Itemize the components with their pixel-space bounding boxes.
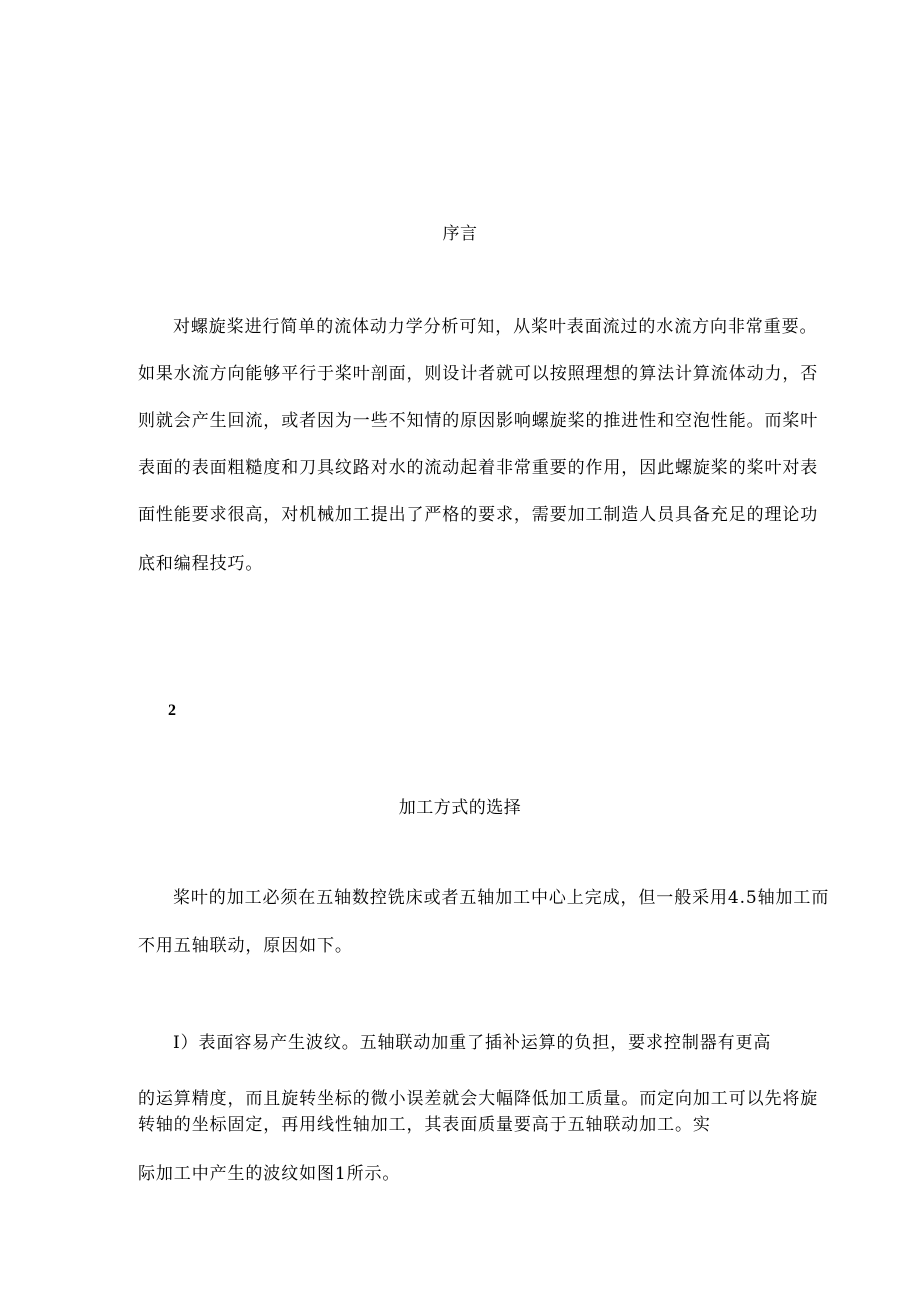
page-number: 2 bbox=[168, 702, 176, 719]
preface-line: 面性能要求很高，对机械加工提出了严格的要求，需要加工制造人员具备充足的理论功 bbox=[138, 505, 819, 525]
list-item-line: I）表面容易产生波纹。五轴联动加重了插补运算的负担，要求控制器有更高 bbox=[173, 1033, 772, 1053]
preface-line: 如果水流方向能够平行于桨叶剖面，则设计者就可以按照理想的算法计算流体动力，否 bbox=[138, 364, 819, 384]
list-item-line: 的运算精度，而且旋转坐标的微小误差就会大幅降低加工质量。而定向加工可以先将旋 bbox=[138, 1089, 819, 1109]
preface-line: 表面的表面粗糙度和刀具纹路对水的流动起着非常重要的作用，因此螺旋桨的桨叶对表 bbox=[138, 458, 819, 478]
preface-line: 底和编程技巧。 bbox=[138, 554, 264, 574]
section-intro-line: 桨叶的加工必须在五轴数控铣床或者五轴加工中心上完成，但一般采用4.5轴加工而 bbox=[173, 888, 830, 908]
list-item-line: 际加工中产生的波纹如图1所示。 bbox=[138, 1164, 401, 1184]
preface-line: 对螺旋桨进行简单的流体动力学分析可知，从桨叶表面流过的水流方向非常重要。 bbox=[173, 317, 818, 337]
section-title: 加工方式的选择 bbox=[398, 798, 522, 818]
preface-title: 序言 bbox=[442, 224, 478, 244]
preface-line: 则就会产生回流，或者因为一些不知情的原因影响螺旋桨的推进性和空泡性能。而桨叶 bbox=[138, 411, 819, 431]
list-item-line: 转轴的坐标固定，再用线性轴加工，其表面质量要高于五轴联动加工。实 bbox=[138, 1115, 711, 1135]
section-intro-line: 不用五轴联动，原因如下。 bbox=[138, 936, 353, 956]
